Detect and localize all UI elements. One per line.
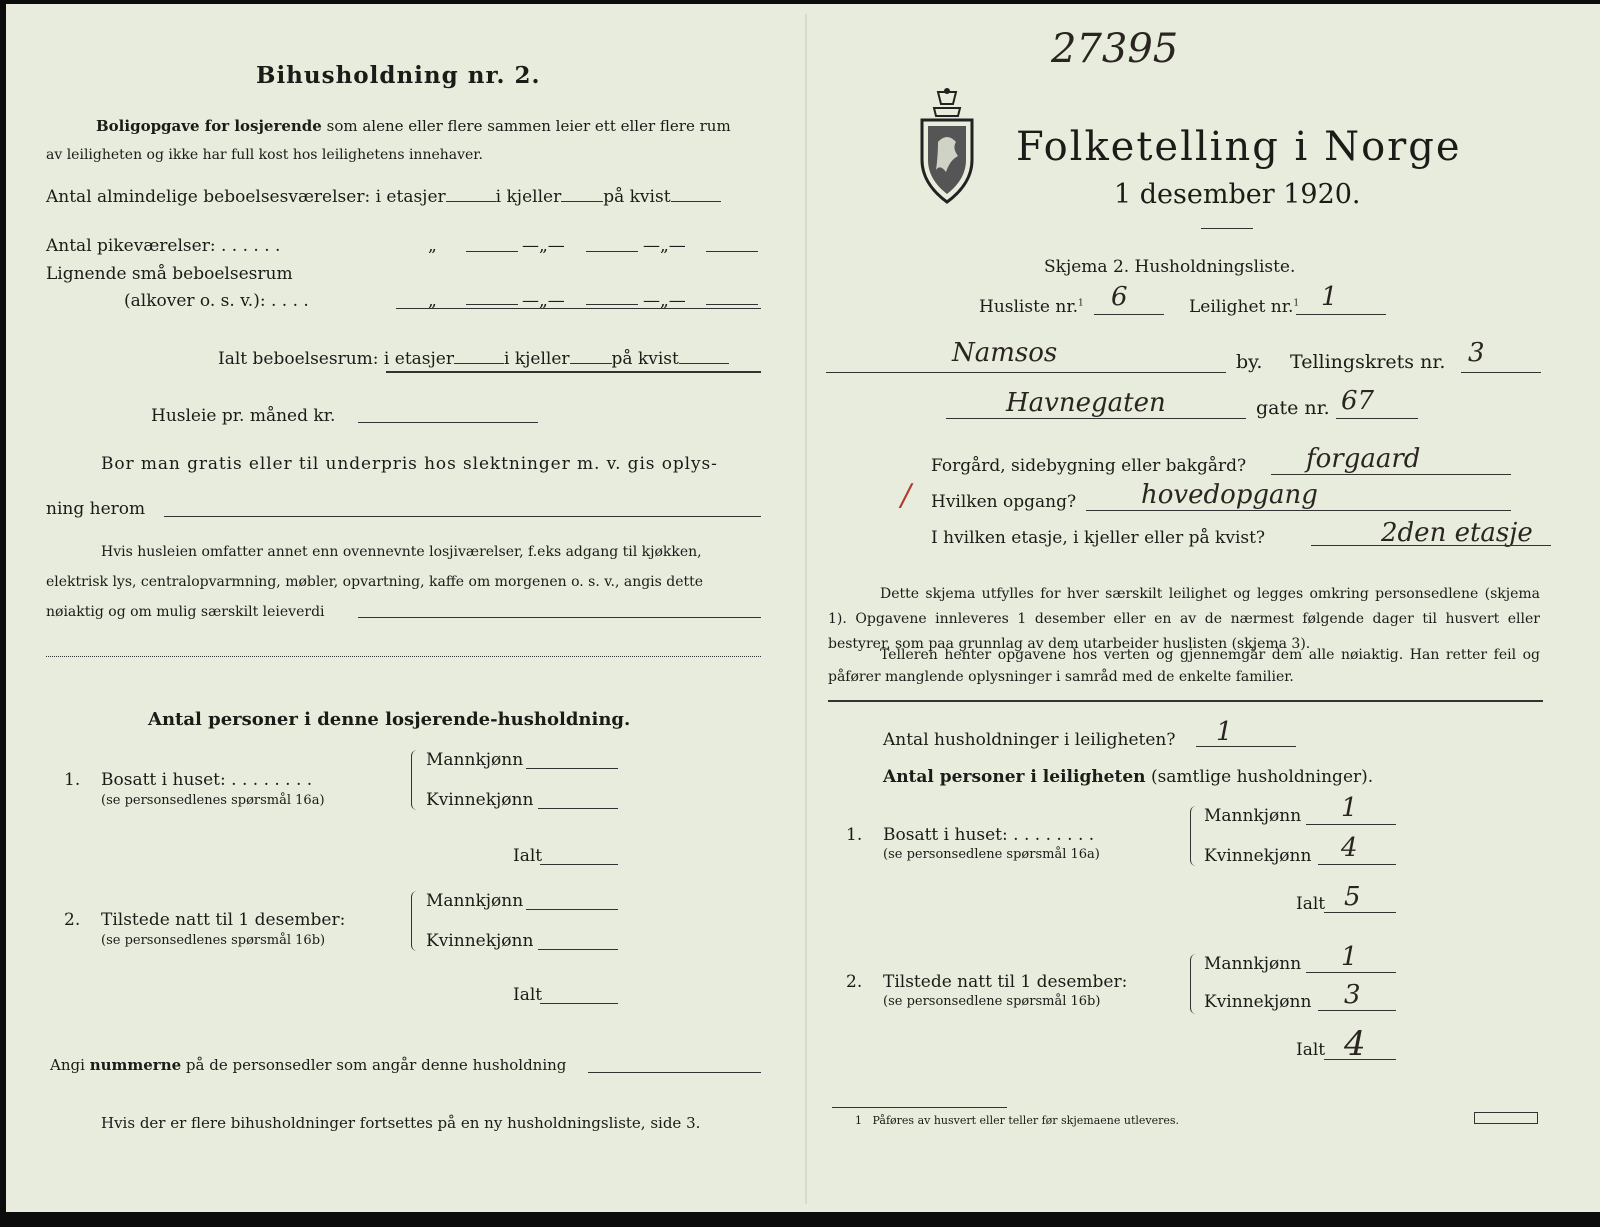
red-check-mark-icon: / bbox=[901, 478, 912, 513]
kjeller-blank[interactable] bbox=[561, 187, 603, 202]
kvist-label: på kvist bbox=[603, 187, 671, 207]
gate-blank bbox=[1336, 418, 1418, 419]
left-q1-ialt-blank[interactable] bbox=[540, 864, 618, 865]
left-q1-kvinne-label: Kvinnekjønn bbox=[426, 790, 534, 810]
intro-line-1 bbox=[96, 117, 731, 135]
gate-label: gate nr. bbox=[1256, 397, 1330, 419]
city-value[interactable]: Namsos bbox=[952, 338, 1058, 368]
bor-man-line-2: ning herom bbox=[46, 499, 146, 519]
intro-line-2: av leiligheten og ikke har full kost hos leilighetens innehaver. bbox=[46, 147, 483, 163]
left-q2-num: 2. bbox=[64, 910, 81, 930]
left-q1-mann-blank[interactable] bbox=[526, 768, 618, 769]
alkover-ditto-3: —„— bbox=[643, 291, 686, 311]
schema-label: Skjema 2. Husholdningsliste. bbox=[1044, 257, 1296, 277]
ialt-rooms-label: Ialt beboelsesrum: bbox=[218, 349, 379, 369]
husleie-blank[interactable] bbox=[358, 422, 538, 423]
right-q1-ialt-blank bbox=[1324, 912, 1396, 913]
pike-blank-1[interactable] bbox=[466, 251, 518, 252]
city-blank bbox=[826, 372, 1226, 373]
forgaard-value[interactable]: forgaard bbox=[1306, 444, 1421, 474]
right-persons-rest: (samtlige husholdninger). bbox=[1150, 767, 1374, 787]
left-q1-kvinne-blank[interactable] bbox=[538, 808, 618, 809]
angi-line bbox=[50, 1056, 566, 1074]
alkover-blank-2[interactable] bbox=[586, 304, 638, 305]
ialt-kvist-blank[interactable] bbox=[679, 349, 729, 364]
left-q1-ialt-label: Ialt bbox=[513, 846, 543, 866]
right-date: 1 desember 1920. bbox=[1114, 179, 1361, 210]
left-q1-mann-label: Mannkjønn bbox=[426, 750, 524, 770]
ialt-etasjer-label: i etasjer bbox=[383, 349, 454, 369]
page-fold bbox=[805, 14, 807, 1204]
alkover-underline bbox=[396, 308, 761, 309]
right-q2-ialt-blank bbox=[1324, 1059, 1396, 1060]
info-paragraph-2: Telleren henter opgavene hos verten og gjennemgår dem alle nøiaktig. Han retter feil og påfører manglende oplysninger i samråd med de enkelte familier. bbox=[828, 647, 1540, 685]
ialt-rooms-rule bbox=[386, 371, 761, 373]
tellingskrets-value[interactable]: 3 bbox=[1468, 338, 1485, 368]
alkover-ditto: „ bbox=[428, 291, 437, 311]
left-title: Bihusholdning nr. 2. bbox=[256, 62, 541, 89]
right-q2-mann-label: Mannkjønn bbox=[1204, 954, 1302, 974]
bor-man-blank[interactable] bbox=[164, 516, 761, 517]
hvis-line-2: elektrisk lys, centralopvarmning, møbler, opvartning, kaffe om morgenen o. s. v., angis dette bbox=[46, 574, 704, 590]
alkover-ditto-2: —„— bbox=[522, 291, 565, 311]
left-q1-num: 1. bbox=[64, 770, 81, 790]
left-persons-heading: Antal personer i denne losjerende-husholdning. bbox=[148, 709, 631, 730]
left-q2-sub: (se personsedlenes spørsmål 16b) bbox=[101, 933, 326, 948]
footnote-rule bbox=[832, 1107, 1007, 1108]
left-q2-mann-blank[interactable] bbox=[526, 909, 618, 910]
angi-bold: nummerne bbox=[89, 1056, 182, 1074]
angi-rest: på de personsedler som angår denne husholdning bbox=[185, 1056, 567, 1074]
rooms-label: Antal almindelige beboelsesværelser: i etasjer bbox=[46, 187, 446, 207]
right-q2-sub: (se personsedlene spørsmål 16b) bbox=[883, 994, 1101, 1009]
footnote-line bbox=[855, 1114, 1179, 1127]
info-paragraph-1: Dette skjema utfylles for hver særskilt leilighet og legges omkring personsedlene (skjema 1). Opgavene innleveres 1 desember eller en av de nærmest følgende dager til husvert eller bestyrer, som paa grunnlag av dem utarbeider huslisten (skjema 3). bbox=[828, 586, 1540, 652]
right-q2-ialt-value[interactable]: 4 bbox=[1344, 1024, 1366, 1064]
alkover-label: (alkover o. s. v.): . . . . bbox=[124, 291, 309, 311]
footnote-num: 1 bbox=[855, 1114, 862, 1127]
right-q2-kvinne-label: Kvinnekjønn bbox=[1204, 992, 1312, 1012]
etasjer-blank[interactable] bbox=[446, 187, 496, 202]
hvis-blank[interactable] bbox=[358, 617, 761, 618]
right-q1-kvinne-value[interactable]: 4 bbox=[1341, 833, 1358, 863]
hvis-blank-2[interactable] bbox=[46, 656, 761, 657]
right-q1-kvinne-label: Kvinnekjønn bbox=[1204, 846, 1312, 866]
etasje-label: I hvilken etasje, i kjeller eller på kvist? bbox=[931, 528, 1266, 548]
tellingskrets-label: Tellingskrets nr. bbox=[1290, 351, 1446, 373]
right-title: Folketelling i Norge bbox=[1016, 124, 1462, 170]
right-q1-ialt-label: Ialt bbox=[1296, 894, 1326, 914]
right-persons-line bbox=[883, 767, 1373, 787]
right-q2-brace bbox=[1190, 954, 1198, 1014]
leilighet-blank bbox=[1296, 314, 1386, 315]
households-blank bbox=[1196, 746, 1296, 747]
right-q2-label: Tilstede natt til 1 desember: bbox=[883, 972, 1128, 992]
right-q1-brace bbox=[1190, 806, 1198, 866]
intro-rest-1: som alene eller flere sammen leier ett eller flere rum bbox=[326, 117, 731, 135]
right-q1-num: 1. bbox=[846, 825, 863, 845]
right-q1-mann-label: Mannkjønn bbox=[1204, 806, 1302, 826]
archive-number: 27395 bbox=[1051, 26, 1179, 72]
opgang-label: Hvilken opgang? bbox=[931, 492, 1077, 512]
left-q2-label: Tilstede natt til 1 desember: bbox=[101, 910, 346, 930]
right-q1-sub: (se personsedlene spørsmål 16a) bbox=[883, 847, 1100, 862]
right-q2-ialt-label: Ialt bbox=[1296, 1040, 1326, 1060]
left-q1-brace bbox=[411, 750, 419, 810]
alkover-blank-1[interactable] bbox=[466, 304, 518, 305]
leilighet-label: Leilighet nr.$^1$ bbox=[1189, 297, 1300, 317]
right-q2-kvinne-value[interactable]: 3 bbox=[1344, 980, 1361, 1010]
street-blank bbox=[946, 418, 1246, 419]
left-q2-ialt-blank[interactable] bbox=[540, 1003, 618, 1004]
ialt-kvist-label: på kvist bbox=[611, 349, 679, 369]
right-q1-label: Bosatt i huset: . . . . . . . . bbox=[883, 825, 1095, 845]
title-rule bbox=[1201, 228, 1253, 229]
left-q2-kvinne-label: Kvinnekjønn bbox=[426, 931, 534, 951]
left-footer: Hvis der er flere bihusholdninger fortsettes på en ny husholdningsliste, side 3. bbox=[101, 1114, 701, 1132]
pike-ditto-3: —„— bbox=[643, 236, 686, 256]
pike-ditto: „ bbox=[428, 236, 437, 256]
kjeller-label: i kjeller bbox=[495, 187, 562, 207]
right-q2-kvinne-blank bbox=[1318, 1010, 1396, 1011]
coat-of-arms-icon bbox=[916, 86, 978, 210]
hvis-line-1: Hvis husleien omfatter annet enn ovennevnte losjiværelser, f.eks adgang til kjøkken, bbox=[101, 544, 702, 560]
right-q1-mann-blank bbox=[1306, 824, 1396, 825]
right-persons-bold: Antal personer i leiligheten bbox=[883, 767, 1146, 787]
printer-stamp bbox=[1474, 1112, 1538, 1124]
hvis-line-3: nøiaktig og om mulig særskilt leieverdi bbox=[46, 604, 325, 620]
left-q2-brace bbox=[411, 891, 419, 951]
ialt-kjeller-blank[interactable] bbox=[570, 349, 612, 364]
footnote-text: Påføres av husvert eller teller før skjemaene utleveres. bbox=[872, 1114, 1180, 1127]
angi-pre: Angi bbox=[50, 1056, 85, 1074]
leilighet-value[interactable]: 1 bbox=[1321, 282, 1338, 312]
gate-value[interactable]: 67 bbox=[1341, 386, 1375, 416]
ialt-rooms-line bbox=[218, 349, 729, 369]
husliste-blank bbox=[1094, 314, 1164, 315]
husleie-label: Husleie pr. måned kr. bbox=[151, 406, 336, 426]
etasje-blank bbox=[1311, 545, 1551, 546]
bor-man-line-1: Bor man gratis eller til underpris hos slektninger m. v. gis oplys- bbox=[101, 454, 718, 474]
forgaard-label: Forgård, sidebygning eller bakgård? bbox=[931, 456, 1247, 476]
by-label: by. bbox=[1236, 351, 1263, 373]
census-form-sheet bbox=[6, 4, 1600, 1212]
right-q1-ialt-value[interactable]: 5 bbox=[1344, 882, 1361, 912]
pike-blank-2[interactable] bbox=[586, 251, 638, 252]
right-q1-mann-value[interactable]: 1 bbox=[1341, 793, 1358, 823]
right-q2-num: 2. bbox=[846, 972, 863, 992]
ialt-kjeller-label: i kjeller bbox=[503, 349, 570, 369]
ialt-etasjer-blank[interactable] bbox=[454, 349, 504, 364]
right-q2-mann-blank bbox=[1306, 972, 1396, 973]
households-label: Antal husholdninger i leiligheten? bbox=[883, 730, 1176, 750]
tellingskrets-blank bbox=[1461, 372, 1541, 373]
street-value[interactable]: Havnegaten bbox=[1006, 388, 1166, 418]
alkover-blank-3[interactable] bbox=[706, 304, 758, 305]
pike-label: Antal pikeværelser: . . . . . . bbox=[46, 236, 281, 256]
husliste-value[interactable]: 6 bbox=[1111, 282, 1128, 312]
intro-bold: Boligopgave for losjerende bbox=[96, 117, 322, 135]
left-q1-sub: (se personsedlenes spørsmål 16a) bbox=[101, 793, 325, 808]
pike-blank-3[interactable] bbox=[706, 251, 758, 252]
angi-blank[interactable] bbox=[588, 1072, 761, 1073]
husliste-label: Husliste nr.$^1$ bbox=[979, 297, 1084, 317]
info-rule bbox=[828, 700, 1543, 702]
forgaard-blank bbox=[1271, 474, 1511, 475]
left-q2-mann-label: Mannkjønn bbox=[426, 891, 524, 911]
left-q2-kvinne-blank[interactable] bbox=[538, 949, 618, 950]
opgang-blank bbox=[1086, 510, 1511, 511]
households-value[interactable]: 1 bbox=[1216, 717, 1233, 747]
kvist-blank[interactable] bbox=[671, 187, 721, 202]
left-q1-label: Bosatt i huset: . . . . . . . . bbox=[101, 770, 313, 790]
lignende-label: Lignende små beboelsesrum bbox=[46, 264, 293, 284]
opgang-value[interactable]: hovedopgang bbox=[1141, 480, 1318, 510]
rooms-line bbox=[46, 187, 721, 207]
left-q2-ialt-label: Ialt bbox=[513, 985, 543, 1005]
right-q1-kvinne-blank bbox=[1318, 864, 1396, 865]
right-q2-mann-value[interactable]: 1 bbox=[1341, 942, 1358, 972]
pike-ditto-2: —„— bbox=[522, 236, 565, 256]
etasje-value[interactable]: 2den etasje bbox=[1381, 518, 1533, 548]
